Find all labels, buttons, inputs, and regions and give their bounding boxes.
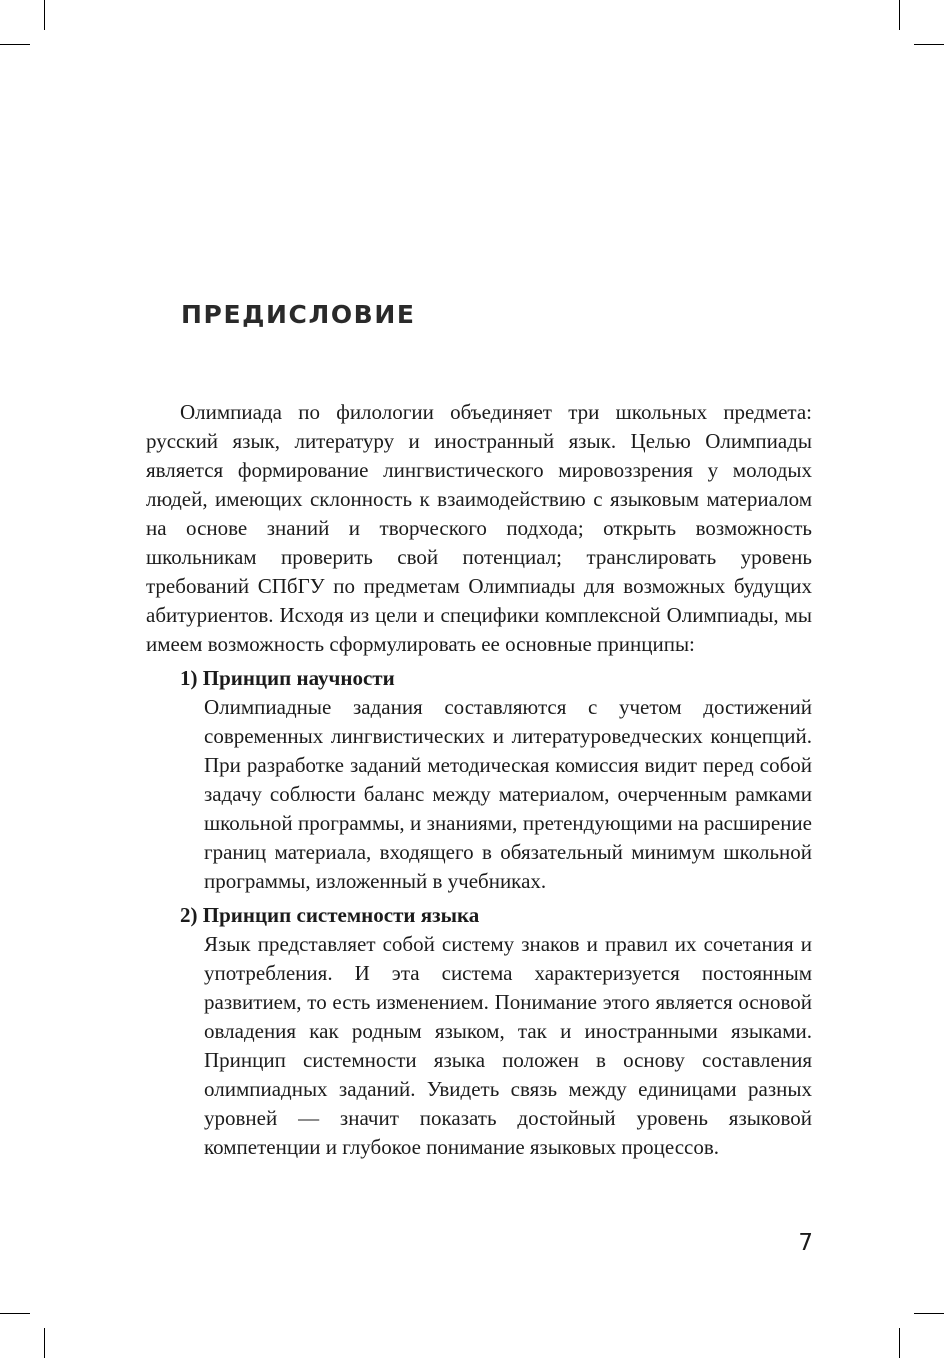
crop-mark [899, 0, 900, 30]
principle-item [146, 664, 812, 896]
principle-body: Язык представляет собой систему знаков и правил их сочетания и употребления. И эта система характеризуется постоянным развитием, то есть изменением. Понимание этого является основой овладения как родным языком, так и иностранными языками. Принцип системности языка положен в основу составления олимпиадных заданий. Увидеть связь между единицами разных уровней — значит показать достойный уровень языковой компетенции и глубокое понимание языковых процессов. [204, 932, 812, 1159]
crop-mark [899, 1328, 900, 1358]
crop-mark [44, 0, 45, 30]
page-number: 7 [798, 1230, 813, 1256]
principle-title: 2) Принцип системности языка [180, 903, 480, 927]
principle-item [146, 901, 812, 1162]
crop-mark [0, 44, 30, 45]
crop-mark [0, 1313, 30, 1314]
crop-mark [914, 1313, 944, 1314]
crop-mark [44, 1328, 45, 1358]
intro-paragraph: Олимпиада по филологии объединяет три школьных предмета: русский язык, литературу и иностранный язык. Целью Олимпиады является формирование лингвистического мировоззрения у молодых людей, имеющих склонность к взаимодействию с языковым материалом на основе знаний и творческого подхода; открыть возможность школьникам проверить свой потенциал; транслировать уровень требований СПбГУ по предметам Олимпиады для возможных будущих абитуриентов. Исходя из цели и специфики комплексной Олимпиады, мы имеем возможность сформулировать ее основные принципы: [146, 400, 812, 656]
principle-title: 1) Принцип научности [180, 666, 395, 690]
page-title: ПРЕДИСЛОВИЕ [181, 300, 416, 329]
principle-body: Олимпиадные задания составляются с учетом достижений современных лингвистических и литературоведческих концепций. При разработке заданий методическая комиссия видит перед собой задачу соблюсти баланс между материалом, очерченным рамками школьной программы, и знаниями, претендующими на расширение границ материала, входящего в обязательный минимум школьной программы, изложенный в учебниках. [204, 695, 812, 893]
crop-mark [914, 44, 944, 45]
page-body [146, 398, 812, 1162]
